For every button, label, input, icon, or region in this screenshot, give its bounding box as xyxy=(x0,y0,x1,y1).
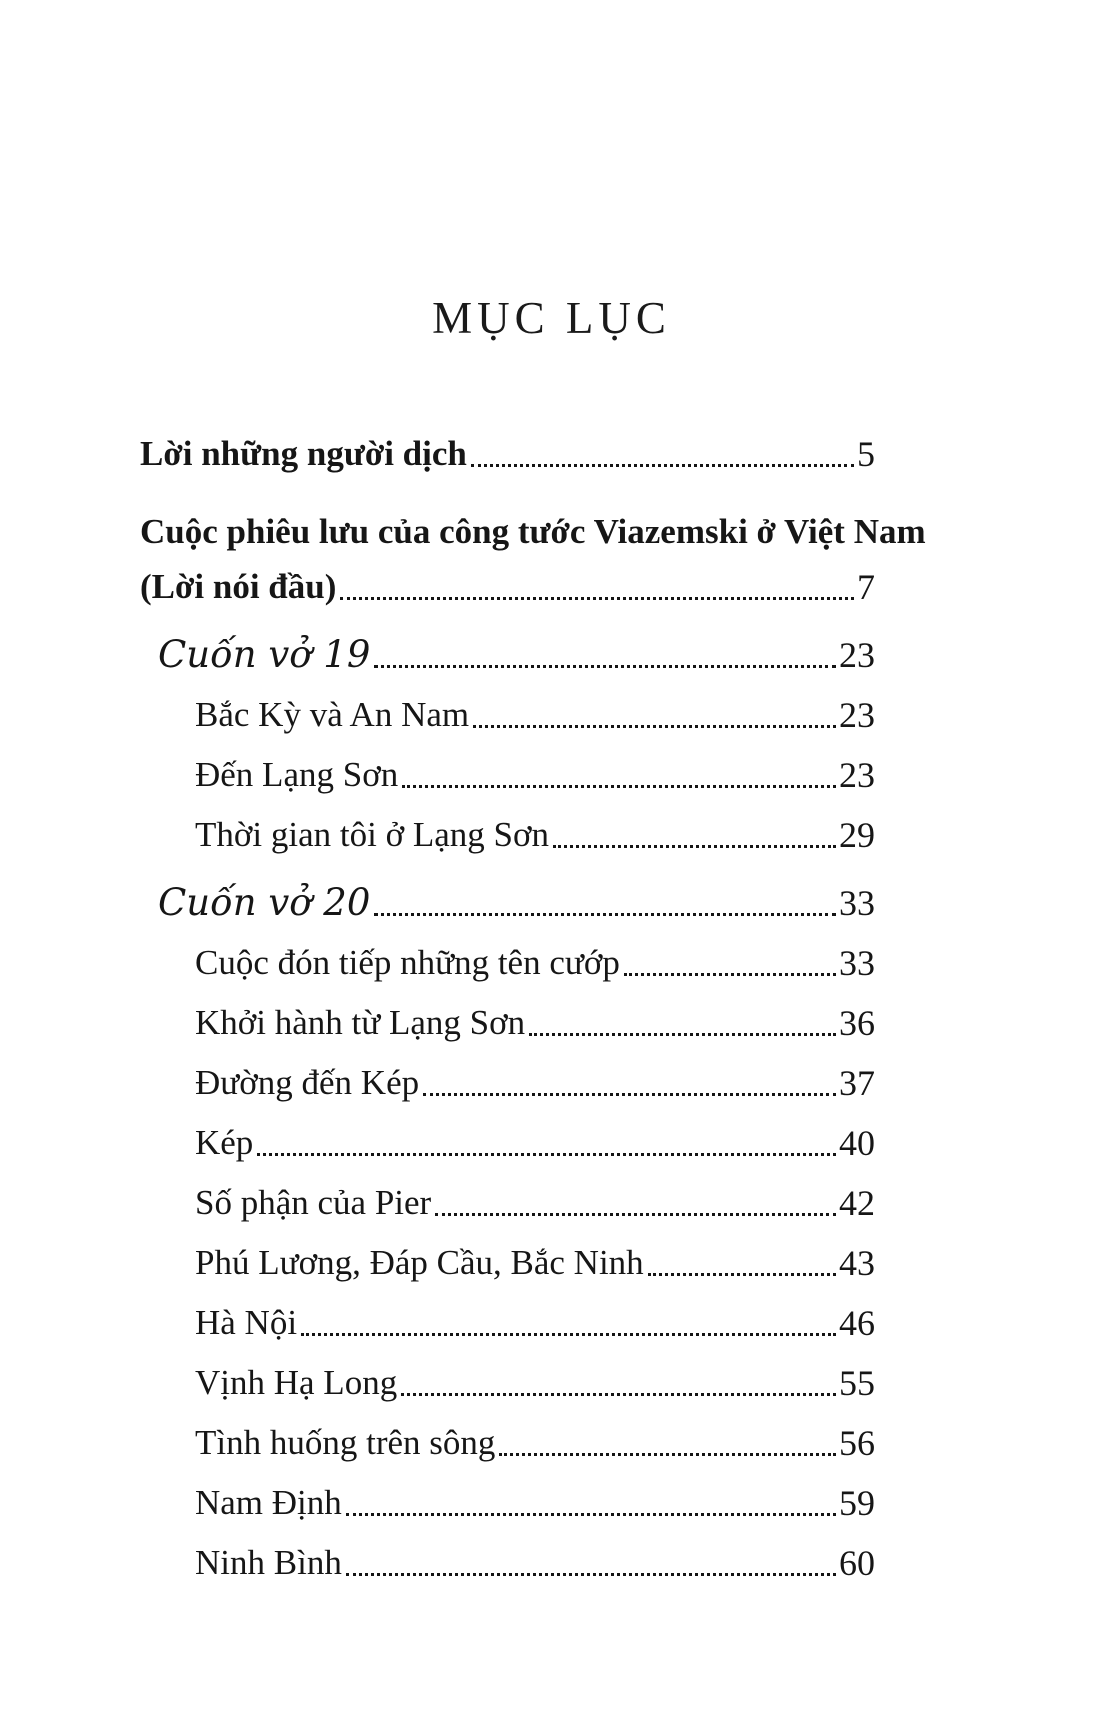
toc-entry xyxy=(140,812,875,858)
dot-leader xyxy=(257,1153,836,1156)
toc-entry xyxy=(140,1480,875,1526)
toc-entry xyxy=(140,632,875,678)
dot-leader xyxy=(529,1033,836,1036)
toc-entry xyxy=(140,880,875,926)
toc-entry xyxy=(140,692,875,738)
toc-entry-page: 40 xyxy=(839,1123,875,1163)
dot-leader xyxy=(346,1513,836,1516)
toc-entry-label: Hà Nội xyxy=(195,1303,298,1342)
toc-entry-page: 36 xyxy=(839,1003,875,1043)
toc-entry xyxy=(140,1180,875,1226)
toc-entry-label: Vịnh Hạ Long xyxy=(195,1363,398,1402)
dot-leader xyxy=(499,1453,836,1456)
toc-entry-label: Khởi hành từ Lạng Sơn xyxy=(195,1003,526,1042)
toc-entry-page: 23 xyxy=(839,635,875,675)
toc-entry-label: Nam Định xyxy=(195,1483,342,1522)
toc-entry xyxy=(140,1120,875,1166)
toc-entry-label: Cuộc phiêu lưu của công tước Viazemski ở Việt Nam xyxy=(140,512,926,551)
dot-leader xyxy=(473,725,836,728)
toc-entry-page: 7 xyxy=(857,567,875,607)
toc-entry-label: Đến Lạng Sơn xyxy=(195,755,399,794)
dot-leader xyxy=(346,1573,836,1576)
dot-leader xyxy=(624,973,836,976)
toc-entry-page: 23 xyxy=(839,755,875,795)
dot-leader xyxy=(553,845,836,848)
dot-leader xyxy=(374,913,836,916)
toc-entry-page: 60 xyxy=(839,1543,875,1583)
toc-entry-label: Kép xyxy=(195,1123,254,1162)
toc-entry xyxy=(140,1420,875,1466)
toc-entry xyxy=(140,1360,875,1406)
toc-entry xyxy=(140,752,875,798)
dot-leader xyxy=(402,785,836,788)
toc-entry-page: 43 xyxy=(839,1243,875,1283)
toc-entry-page: 59 xyxy=(839,1483,875,1523)
toc-entry-label: Số phận của Pier xyxy=(195,1183,432,1222)
dot-leader xyxy=(471,464,854,467)
toc-entry-label: Đường đến Kép xyxy=(195,1063,420,1102)
dot-leader xyxy=(423,1093,836,1096)
toc-entry-page: 46 xyxy=(839,1303,875,1343)
toc-entry xyxy=(140,1540,875,1586)
dot-leader xyxy=(340,597,854,600)
toc-entry-label: Thời gian tôi ở Lạng Sơn xyxy=(195,815,549,854)
toc-entry-page: 5 xyxy=(857,434,875,474)
dot-leader xyxy=(435,1213,836,1216)
toc-entry xyxy=(140,509,926,555)
toc-entry xyxy=(140,940,875,986)
toc-entry-label: Tình huống trên sông xyxy=(195,1423,496,1462)
toc-entry-label: (Lời nói đầu) xyxy=(140,567,337,606)
toc-entry xyxy=(140,564,875,610)
dot-leader xyxy=(401,1393,836,1396)
toc-entry-page: 23 xyxy=(839,695,875,735)
toc-entry-label: Bắc Kỳ và An Nam xyxy=(195,695,470,734)
toc-entry-page: 33 xyxy=(839,943,875,983)
toc-entry-label: Phú Lương, Đáp Cầu, Bắc Ninh xyxy=(195,1243,644,1282)
table-of-contents xyxy=(0,341,1103,1586)
toc-entry xyxy=(140,1060,875,1106)
toc-entry-page: 33 xyxy=(839,883,875,923)
dot-leader xyxy=(648,1273,836,1276)
toc-entry-label: Cuốn vở 19 xyxy=(158,633,371,676)
toc-entry-page: 37 xyxy=(839,1063,875,1103)
dot-leader xyxy=(301,1333,836,1336)
toc-entry xyxy=(140,1300,875,1346)
toc-entry-page: 42 xyxy=(839,1183,875,1223)
toc-entry xyxy=(140,431,875,477)
dot-leader xyxy=(374,665,836,668)
toc-entry-label: Ninh Bình xyxy=(195,1543,342,1582)
toc-entry-page: 56 xyxy=(839,1423,875,1463)
toc-entry-page: 29 xyxy=(839,815,875,855)
toc-entry-label: Cuộc đón tiếp những tên cướp xyxy=(195,943,620,982)
page-title: MỤC LỤC xyxy=(432,293,671,343)
toc-entry-label: Lời những người dịch xyxy=(140,434,467,473)
toc-entry xyxy=(140,1240,875,1286)
toc-entry-label: Cuốn vở 20 xyxy=(158,881,371,924)
toc-entry-page: 55 xyxy=(839,1363,875,1403)
toc-entry xyxy=(140,1000,875,1046)
